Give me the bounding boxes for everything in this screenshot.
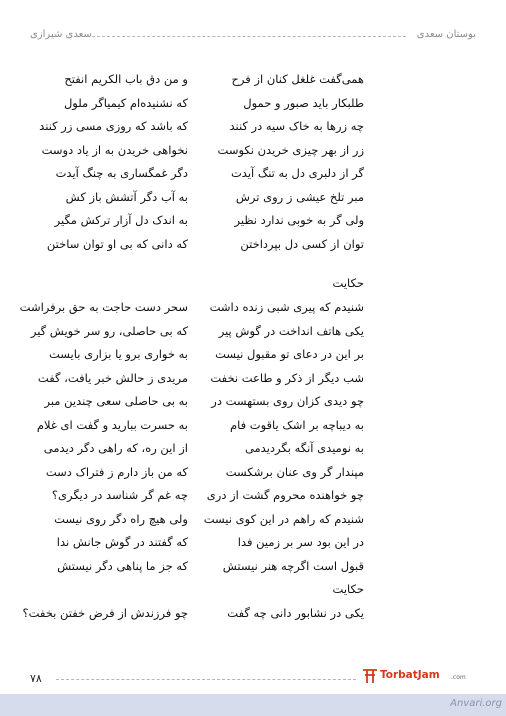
verse-first-hemistich: گر از دلبری دل به تنگ آیدت (230, 166, 364, 180)
verse-first-hemistich: قبول است اگرچه هنر نیستش (222, 558, 364, 573)
verse-first-hemistich: به نومیدی آنگه بگردیدمی (244, 441, 364, 455)
verse-first-hemistich: چه زرها به خاک سیه در کنند (229, 119, 364, 133)
verse-second-hemistich: از این ره، که راهی دگر دیدمی (43, 441, 188, 455)
verse-second-hemistich: که دانی که بی او توان ساختن (46, 236, 188, 251)
verse-second-hemistich: چه غم گر شناسد در دیگری؟ (51, 488, 188, 502)
page-number: ۷۸ (30, 672, 42, 685)
verse-first-hemistich: شنیدم که پیری شبی زنده داشت (209, 300, 364, 314)
verse-first-hemistich: زر از بهر چیزی خریدن نکوست (217, 142, 364, 157)
verse-second-hemistich: سحر دست حاجت به حق برفراشت (19, 300, 188, 314)
verse-second-hemistich: به آب دگر آتشش باز کش (65, 189, 188, 204)
book-title: بوستان سعدی (416, 29, 476, 40)
verse-first-hemistich: یکی هاتف انداخت در گوش پیر (218, 323, 364, 338)
verse-second-hemistich: مریدی ز حالش خبر یافت، گفت (37, 370, 188, 385)
verse-second-hemistich: که باشد که روزی مسی زر کنند (39, 119, 188, 133)
verse-second-hemistich: ولی هیچ راه دگر روی نیست (54, 511, 188, 526)
verse-first-hemistich: طلبکار باید صبور و حمول (243, 95, 364, 110)
logo-mark-icon (362, 668, 378, 684)
verse-first-hemistich: شنیدم که راهم در این کوی نیست (203, 511, 364, 526)
verse-second-hemistich: و من دق باب الکریم انفتح (64, 72, 188, 86)
logo-text: TorbatJam (380, 669, 440, 681)
verse-second-hemistich: دگر غمگساری به چنگ آیدت (55, 166, 188, 180)
verse-second-hemistich: که بی حاصلی، رو سر خویش گیر (30, 323, 188, 338)
verse-second-hemistich: به خواری برو یا بزاری بایست (49, 347, 188, 361)
watermark-bar (0, 694, 506, 716)
verse-first-hemistich: در این بود سر بر زمین فدا (237, 535, 364, 549)
footer-divider (56, 679, 356, 680)
verse-second-hemistich: به اندک دل آزار ترکش مگیر (54, 213, 188, 227)
verse-first-hemistich: چو خواهنده محروم گشت از دری (206, 488, 364, 502)
section-heading: حکایت (332, 276, 364, 290)
verse-second-hemistich: که من باز دارم ز فتراک دست (45, 464, 188, 479)
verse-first-hemistich: همی‌گفت غلغل کنان از فرح (231, 72, 364, 86)
verse-first-hemistich: شب دیگر از ذکر و طاعت نخفت (210, 370, 364, 385)
verse-second-hemistich: چو فرزندش از فرض خفتن بخفت؟ (22, 606, 188, 620)
verse-second-hemistich: که نشنیده‌ام کیمیاگر ملول (63, 95, 188, 110)
verse-second-hemistich: به بی حاصلی سعی چندین مبر (44, 394, 188, 408)
verse-first-hemistich: مپندار گر وی عنان برشکست (225, 464, 364, 479)
verse-first-hemistich: توان از کسی دل بپرداختن (240, 236, 364, 251)
verse-second-hemistich: که گفتند در گوش جانش ندا (56, 535, 188, 549)
logo-suffix: .com (451, 674, 466, 681)
section-heading: حکایت (332, 582, 364, 596)
verse-first-hemistich: مبر تلخ عیشی ز روی ترش (235, 189, 364, 204)
verse-first-hemistich: یکی در نشابور دانی چه گفت (227, 606, 364, 620)
page-header (30, 29, 476, 45)
verse-second-hemistich: به حسرت ببارید و گفت ای غلام (36, 417, 188, 432)
verse-first-hemistich: بر این در دعای تو مقبول نیست (215, 347, 364, 361)
verse-first-hemistich: ولی گر به خوبی ندارد نظیر (234, 213, 364, 227)
verse-first-hemistich: چو دیدی کزان روی بستهست در (211, 394, 364, 408)
header-divider (92, 36, 406, 37)
author-name: سعدی شیرازی (30, 29, 92, 40)
watermark: Anvari.org (450, 698, 502, 709)
verse-first-hemistich: به دیباچه بر اشک یاقوت فام (230, 417, 364, 432)
verse-second-hemistich: نخواهی خریدن به از یاد دوست (41, 142, 188, 157)
verse-second-hemistich: که جز ما پناهی دگر نیستش (57, 558, 188, 573)
